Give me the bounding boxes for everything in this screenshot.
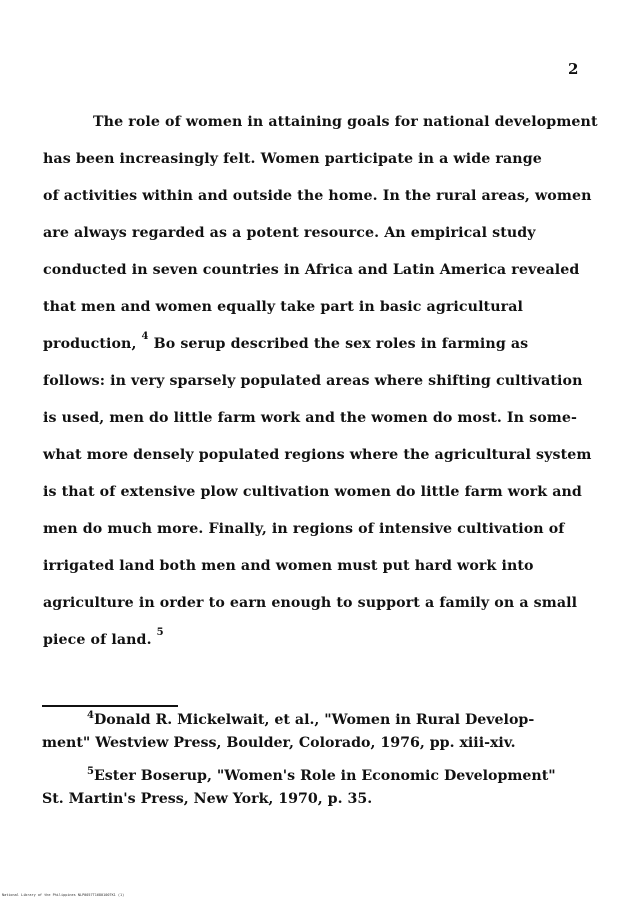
page-number: 2 [568, 60, 579, 78]
footnote-5-line-1 [87, 768, 556, 784]
paragraph-line: men do much more. Finally, in regions of intensive cultivation of [43, 521, 565, 537]
footnote-text: Ester Boserup, "Women's Role in Economic Development" [93, 768, 556, 784]
paragraph-line: agriculture in order to earn enough to support a family on a small [43, 595, 578, 611]
paragraph-line: are always regarded as a potent resource. An empirical study [43, 225, 536, 241]
paragraph-line-with-footnote [43, 331, 529, 352]
paragraph-line: has been increasingly felt. Women participate in a wide range [43, 151, 542, 167]
paragraph-line-part: Bo serup described the sex roles in farming as [153, 336, 529, 352]
paragraph-line-with-footnote [43, 627, 164, 648]
paragraph-line: what more densely populated regions where the agricultural system [43, 447, 592, 463]
paragraph-line: conducted in seven countries in Africa and Latin America revealed [43, 262, 580, 278]
footnote-reference: 4 [141, 331, 149, 342]
paragraph-line: that men and women equally take part in basic agricultural [43, 299, 523, 315]
paragraph-line: of activities within and outside the home. In the rural areas, women [43, 188, 592, 204]
paragraph-line: is used, men do little farm work and the women do most. In some- [43, 410, 577, 426]
footnote-4-line-1 [87, 712, 534, 728]
footnote-divider [42, 705, 178, 707]
paragraph-line-part: piece of land. [43, 632, 152, 648]
paragraph-line: irrigated land both men and women must put hard work into [43, 558, 534, 574]
footnote-number: 5 [87, 766, 94, 777]
footnote-5-line-2: St. Martin's Press, New York, 1970, p. 35. [42, 791, 373, 807]
footnote-4-line-2: ment" Westview Press, Boulder, Colorado, 1976, pp. xiii-xiv. [42, 735, 516, 751]
paragraph-line: is that of extensive plow cultivation women do little farm work and [43, 484, 582, 500]
library-stamp: National Library of the Philippines NLP0057T1680100TK1 (1) [2, 893, 125, 897]
paragraph-line-part: production, [43, 336, 137, 352]
paragraph-line: The role of women in attaining goals for national development [93, 114, 598, 130]
footnote-reference: 5 [156, 627, 164, 638]
footnote-number: 4 [87, 710, 94, 721]
footnote-text: Donald R. Mickelwait, et al., "Women in Rural Develop- [93, 712, 535, 728]
paragraph-line: follows: in very sparsely populated areas where shifting cultivation [43, 373, 583, 389]
